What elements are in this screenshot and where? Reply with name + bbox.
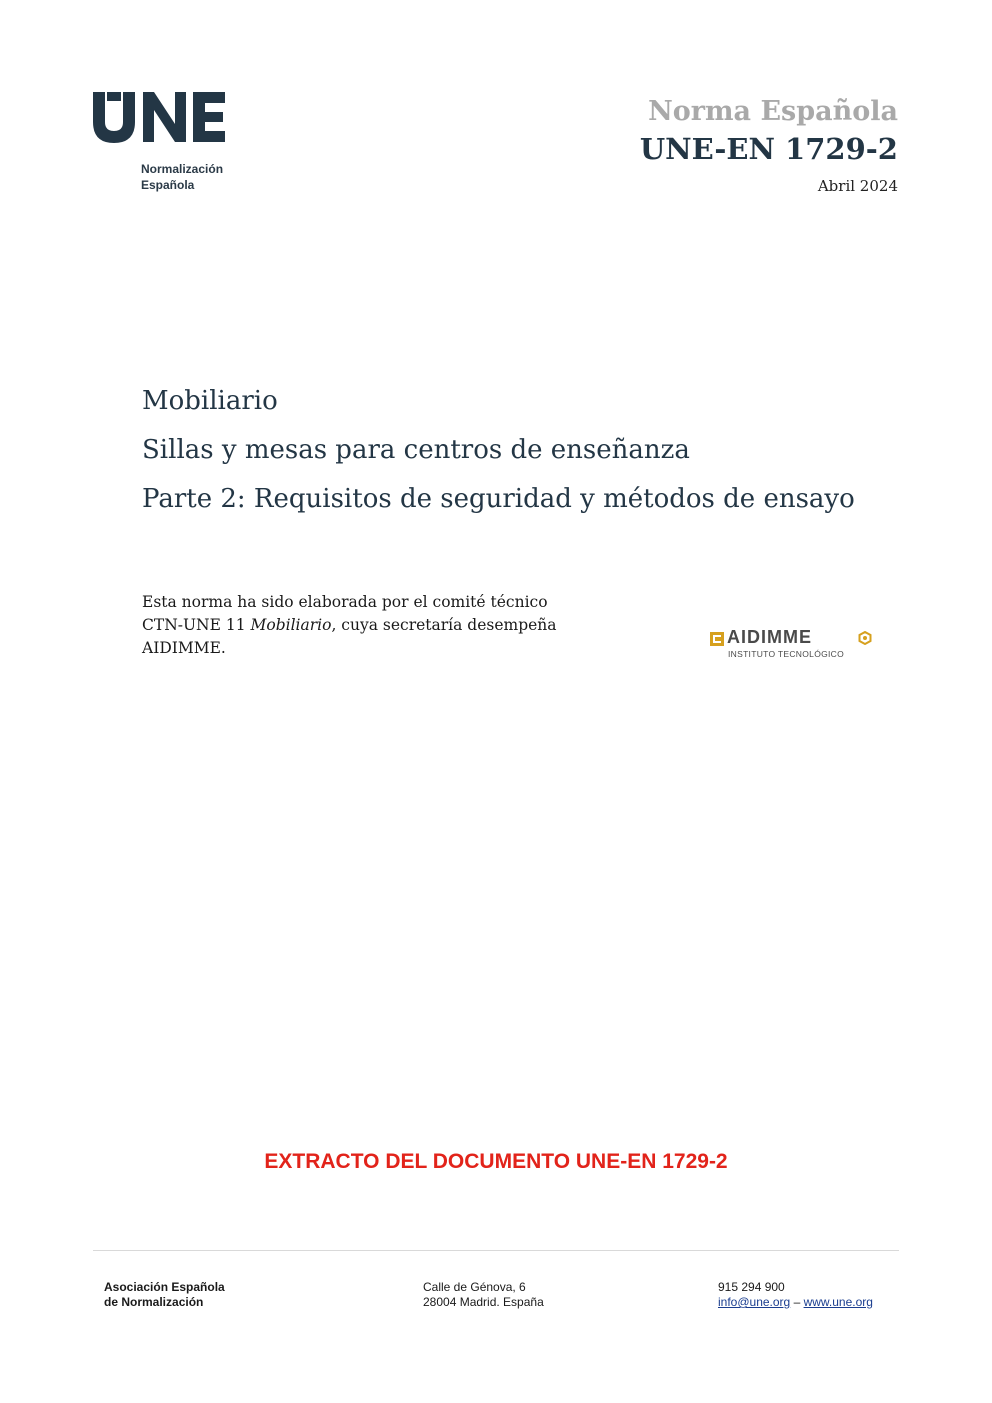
footer-org-line2: de Normalización bbox=[104, 1295, 204, 1309]
committee-prefix: CTN-UNE 11 bbox=[142, 616, 251, 634]
footer-organization bbox=[104, 1280, 225, 1310]
footer-address-line1: Calle de Génova, 6 bbox=[423, 1280, 526, 1294]
footer-separator: – bbox=[790, 1295, 804, 1309]
committee-line-3: AIDIMME. bbox=[142, 639, 226, 657]
title-line-1: Mobiliario bbox=[142, 386, 278, 416]
footer-divider bbox=[93, 1250, 899, 1251]
footer-org-line1: Asociación Española bbox=[104, 1280, 225, 1294]
une-logo-sub-line2: Española bbox=[141, 178, 195, 192]
footer-contact bbox=[718, 1280, 873, 1310]
norma-label: Norma Española bbox=[648, 96, 898, 127]
aidimme-logo bbox=[709, 627, 879, 664]
email-link[interactable]: info@une.org bbox=[718, 1295, 791, 1309]
publication-date: Abril 2024 bbox=[817, 177, 898, 195]
aidimme-hexagon-icon bbox=[858, 631, 872, 645]
title-line-2: Sillas y mesas para centros de enseñanza bbox=[142, 435, 690, 465]
une-logo-subtitle bbox=[141, 161, 223, 193]
committee-suffix: , cuya secretaría desempeña bbox=[331, 616, 557, 634]
standard-code: UNE-EN 1729-2 bbox=[639, 132, 898, 166]
footer-address bbox=[423, 1280, 544, 1310]
extract-notice: EXTRACTO DEL DOCUMENTO UNE-EN 1729-2 bbox=[264, 1150, 728, 1173]
committee-line-1: Esta norma ha sido elaborada por el comité técnico bbox=[142, 593, 548, 611]
footer-links bbox=[718, 1295, 873, 1310]
une-logo-sub-line1: Normalización bbox=[141, 162, 224, 176]
aidimme-tagline: INSTITUTO TECNOLÓGICO bbox=[728, 649, 845, 659]
aidimme-bracket-icon bbox=[709, 631, 725, 647]
footer-address-line2: 28004 Madrid. España bbox=[423, 1295, 544, 1309]
title-line-3: Parte 2: Requisitos de seguridad y métodos de ensayo bbox=[142, 484, 855, 514]
une-logo bbox=[93, 88, 233, 198]
committee-statement bbox=[142, 591, 612, 660]
une-logo-mark bbox=[93, 88, 233, 148]
footer-phone: 915 294 900 bbox=[718, 1280, 785, 1294]
aidimme-wordmark: AIDIMME bbox=[727, 627, 812, 647]
website-link[interactable]: www.une.org bbox=[803, 1295, 873, 1309]
committee-name: Mobiliario bbox=[250, 616, 332, 634]
committee-line-2 bbox=[142, 614, 612, 637]
